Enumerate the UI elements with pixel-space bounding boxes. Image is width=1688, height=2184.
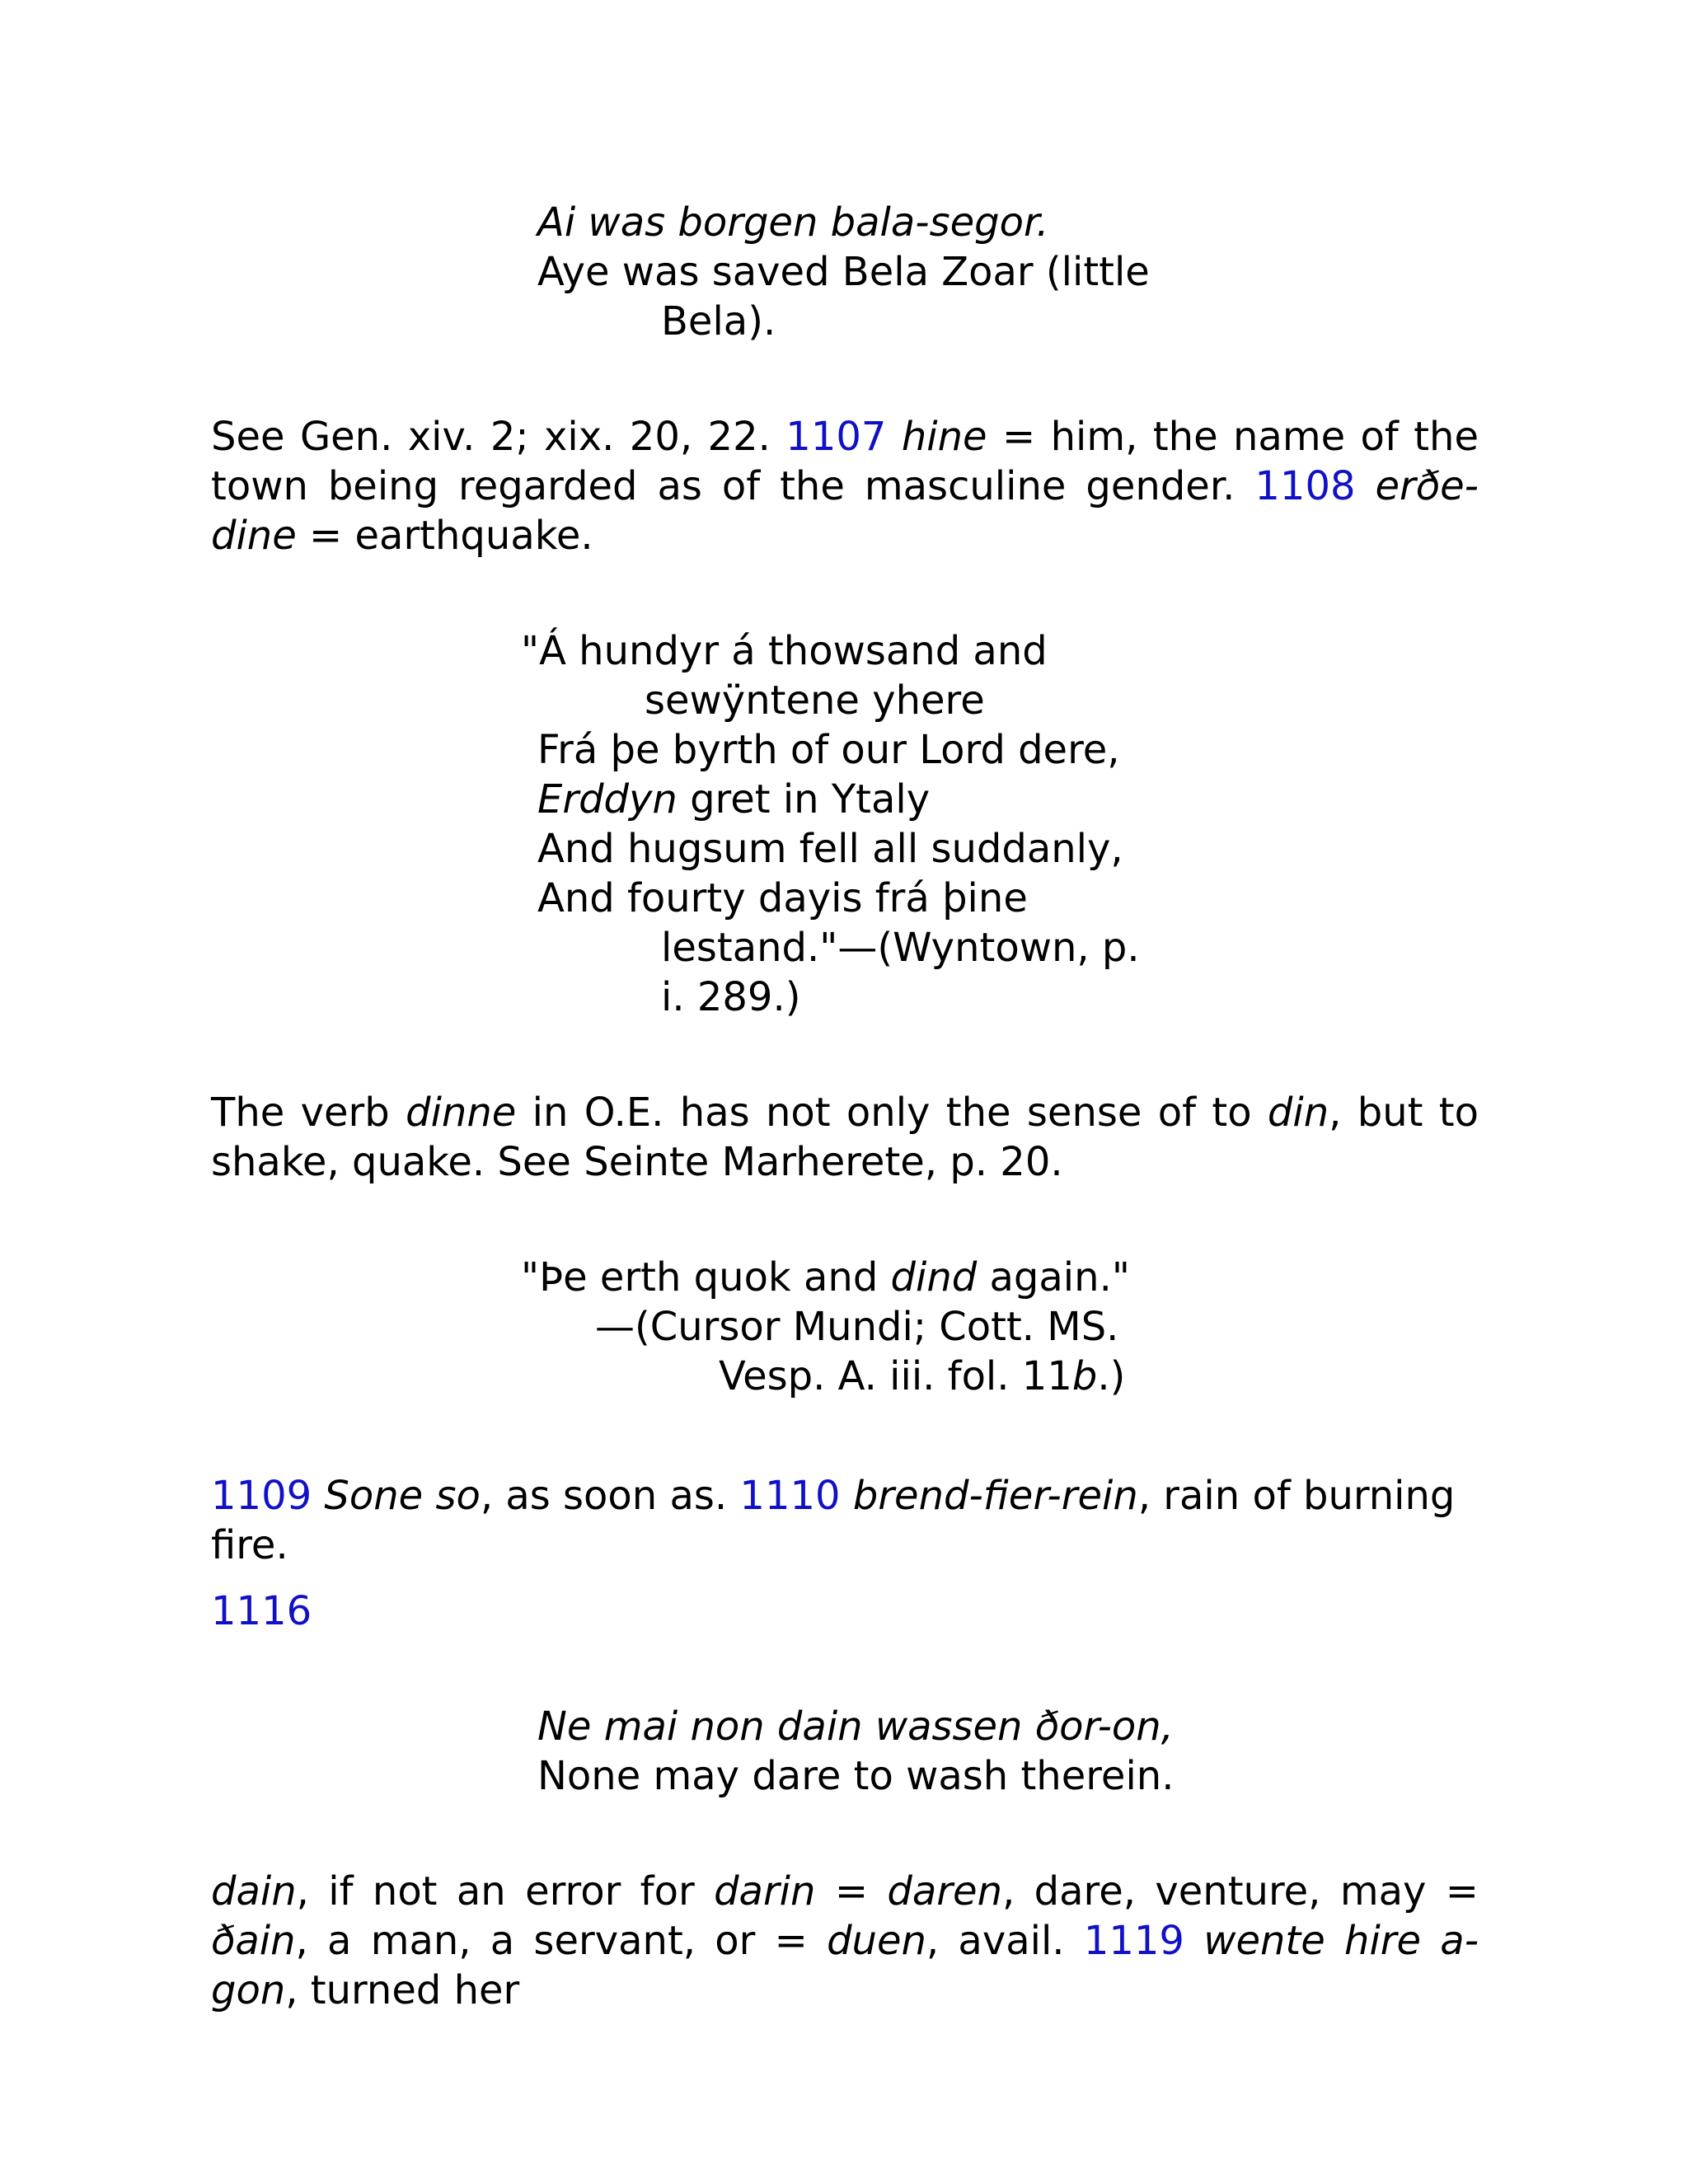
italic-term: ðain bbox=[211, 1918, 296, 1964]
line-ref-link[interactable]: 1110 bbox=[739, 1473, 841, 1519]
verse-line: i. 289.) bbox=[661, 974, 801, 1020]
verse-line: sewÿntene yhere bbox=[645, 677, 985, 724]
verse-line: None may dare to wash therein. bbox=[537, 1753, 1175, 1799]
verse-line bbox=[537, 775, 930, 824]
paragraph-1 bbox=[211, 412, 1479, 560]
verse-line: lestand."—(Wyntown, p. bbox=[661, 925, 1140, 971]
verse-line bbox=[521, 1253, 1130, 1302]
text: = him, the name of the town being regarded as of the masculine gender. bbox=[211, 414, 1479, 509]
paragraph-4 bbox=[211, 1586, 1479, 1636]
paragraph-5 bbox=[211, 1867, 1479, 2015]
verse-line: —(Cursor Mundi; Cott. MS. bbox=[595, 1304, 1119, 1350]
italic-term: Sone so bbox=[324, 1473, 481, 1519]
paragraph-2 bbox=[211, 1088, 1479, 1187]
italic-term: darin bbox=[714, 1868, 816, 1915]
verse-line: Bela). bbox=[661, 298, 776, 344]
verse-line: "Á hundyr á thowsand and bbox=[521, 628, 1048, 674]
text: , as soon as. bbox=[480, 1473, 740, 1519]
text: , if not an error for bbox=[296, 1868, 715, 1915]
verse-line: Aye was saved Bela Zoar (little bbox=[537, 249, 1150, 295]
verse-line-italic: Ne mai non dain wassen ðor-on, bbox=[537, 1704, 1174, 1750]
text: .) bbox=[1097, 1353, 1126, 1399]
text: , a man, a servant, or = bbox=[295, 1918, 828, 1964]
italic-term: dind bbox=[890, 1254, 978, 1301]
line-ref-link[interactable]: 1119 bbox=[1083, 1918, 1184, 1964]
verse-line: And hugsum fell all suddanly, bbox=[537, 826, 1123, 872]
text: The verb bbox=[211, 1090, 406, 1136]
line-ref-link[interactable]: 1116 bbox=[211, 1588, 312, 1634]
italic-term: duen bbox=[827, 1918, 926, 1964]
text: = earthquake. bbox=[296, 513, 593, 559]
verse-line: And fourty dayis frá þine bbox=[537, 875, 1028, 921]
text: , rain of burning fire. bbox=[211, 1473, 1456, 1568]
text: , but to shake, quake. See Seinte Marherete, p. 20. bbox=[211, 1090, 1479, 1185]
line-ref-link[interactable]: 1107 bbox=[785, 414, 887, 460]
verse-line-italic: Ai was borgen bala-segor. bbox=[537, 199, 1049, 246]
text: , dare, venture, may = bbox=[1002, 1868, 1479, 1915]
italic-term: b bbox=[1071, 1353, 1098, 1399]
text: gret in Ytaly bbox=[677, 776, 931, 823]
italic-term: dain bbox=[211, 1868, 297, 1915]
italic-term: daren bbox=[887, 1868, 1002, 1915]
line-ref-link[interactable]: 1109 bbox=[211, 1473, 312, 1519]
italic-term: brend-fier-rein bbox=[852, 1473, 1138, 1519]
text: , turned her bbox=[285, 1967, 520, 2013]
verse-line bbox=[537, 1702, 1174, 1751]
italic-term: hine bbox=[901, 414, 987, 460]
italic-term: dinne bbox=[406, 1090, 517, 1136]
text: again." bbox=[977, 1254, 1130, 1301]
italic-term: Erddyn bbox=[537, 776, 678, 823]
line-ref-link[interactable]: 1108 bbox=[1254, 463, 1356, 509]
italic-term: wente hire a-gon bbox=[211, 1918, 1479, 2013]
text: "Þe erth quok and bbox=[521, 1254, 891, 1301]
text: , avail. bbox=[926, 1918, 1084, 1964]
text: in O.E. has not only the sense of to bbox=[516, 1090, 1268, 1136]
verse-line: Frá þe byrth of our Lord dere, bbox=[537, 727, 1120, 773]
paragraph-3 bbox=[211, 1471, 1479, 1570]
text: See Gen. xiv. 2; xix. 20, 22. bbox=[211, 414, 786, 460]
text: Vesp. A. iii. fol. 11 bbox=[719, 1353, 1072, 1399]
verse-line bbox=[537, 198, 1049, 247]
text: = bbox=[815, 1868, 888, 1915]
italic-term: erðe-dine bbox=[211, 463, 1479, 559]
verse-line bbox=[719, 1352, 1125, 1401]
italic-term: din bbox=[1267, 1090, 1329, 1136]
